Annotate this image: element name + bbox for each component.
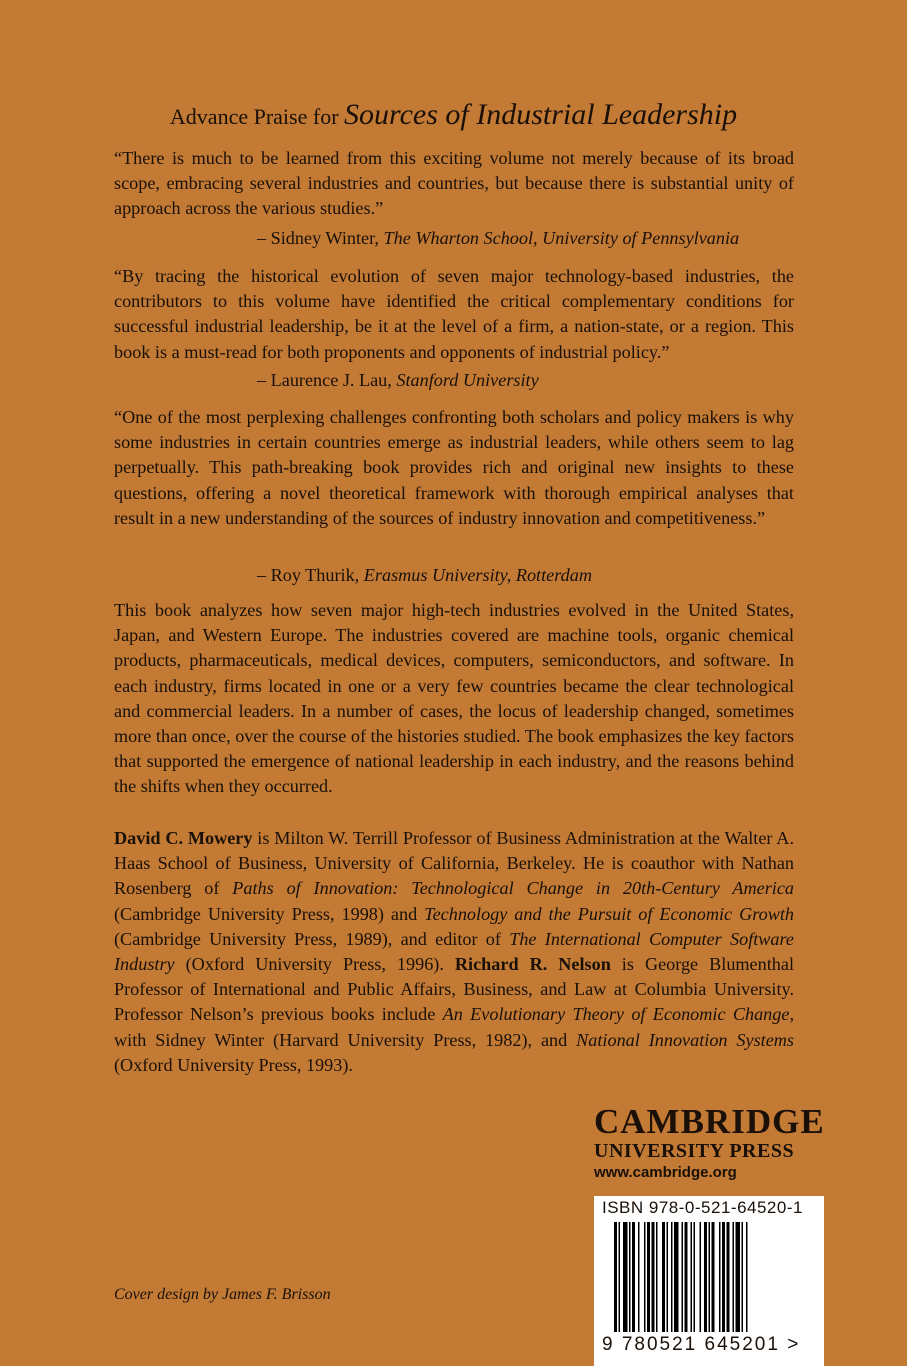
book-description: This book analyzes how seven major high-tech industries evolved in the United States, Japan, and Western Europe. The industries covered are machine tools, organic chemical products, pharmaceuticals, medical devices, computers, semiconductors, and software. In each industry, firms located in one or a very few countries became the clear technological and commercial leaders. In a number of cases, the locus of leadership changed, sometimes more than once, over the course of the histories studied. The book emphasizes the key factors that supported the emergence of national leadership in each industry, and the reasons behind the shifts when they occurred. bbox=[114, 600, 794, 797]
barcode-digits: 9 780521 645201 > bbox=[602, 1334, 801, 1355]
publisher-name: CAMBRIDGE bbox=[594, 1102, 825, 1141]
cover-credit: Cover design by James F. Brisson bbox=[114, 1286, 331, 1303]
barcode-icon bbox=[614, 1222, 804, 1332]
book-title: Sources of Industrial Leadership bbox=[344, 98, 738, 131]
publisher-url: www.cambridge.org bbox=[594, 1164, 737, 1181]
barcode-box bbox=[594, 1196, 824, 1366]
praise-quote-3: “One of the most perplexing challenges confronting both scholars and policy makers is why some industries in certain countries emerge as industrial leaders, while others seem to lag perpetually. This path-breaking book provides rich and original new insights to these questions, offering a novel theoretical framework with thorough empirical analyses that result in a new understanding of the sources of industry innovation and competitiveness.” bbox=[114, 407, 794, 528]
publisher-logo bbox=[594, 1104, 824, 1184]
praise-attribution-2: – Laurence J. Lau, Stanford University bbox=[257, 370, 539, 390]
publisher-subname: UNIVERSITY PRESS bbox=[594, 1140, 795, 1162]
author-bio: David C. Mowery is Milton W. Terrill Professor of Business Administration at the Walter A. Haas School of Business, University of California, Berkeley. He is coauthor with Nathan Rosenberg of Paths of Innovation: Technological Change in 20th-Century America (Cambridge University Press, 1998) and Technology and the Pursuit of Economic Growth (Cambridge University Press, 1989), and editor of The International Computer Software Industry (Oxford University Press, 1996). Richard R. Nelson is George Blumenthal Professor of International and Public Affairs, Business, and Law at Columbia University. Professor Nelson’s previous books include An Evolutionary Theory of Economic Change, with Sidney Winter (Harvard University Press, 1982), and National Innovation Systems (Oxford University Press, 1993). bbox=[114, 828, 794, 1075]
praise-attribution-1: – Sidney Winter, The Wharton School, University of Pennsylvania bbox=[257, 228, 740, 248]
praise-quote-1: “There is much to be learned from this exciting volume not merely because of its broad scope, embracing several industries and countries, but because there is substantial unity of approach across the various studies.” bbox=[114, 148, 794, 219]
praise-heading bbox=[0, 98, 907, 132]
heading-prefix: Advance Praise for bbox=[169, 104, 339, 129]
praise-quote-2: “By tracing the historical evolution of seven major technology-based industries, the contributors to this volume have identified the critical complementary conditions for successful industrial leadership, be it at the level of a firm, a nation-state, or a region. This book is a must-read for both proponents and opponents of industrial policy.” bbox=[114, 266, 794, 362]
praise-attribution-3: – Roy Thurik, Erasmus University, Rotterdam bbox=[257, 565, 592, 585]
isbn-label: ISBN 978-0-521-64520-1 bbox=[602, 1198, 803, 1217]
